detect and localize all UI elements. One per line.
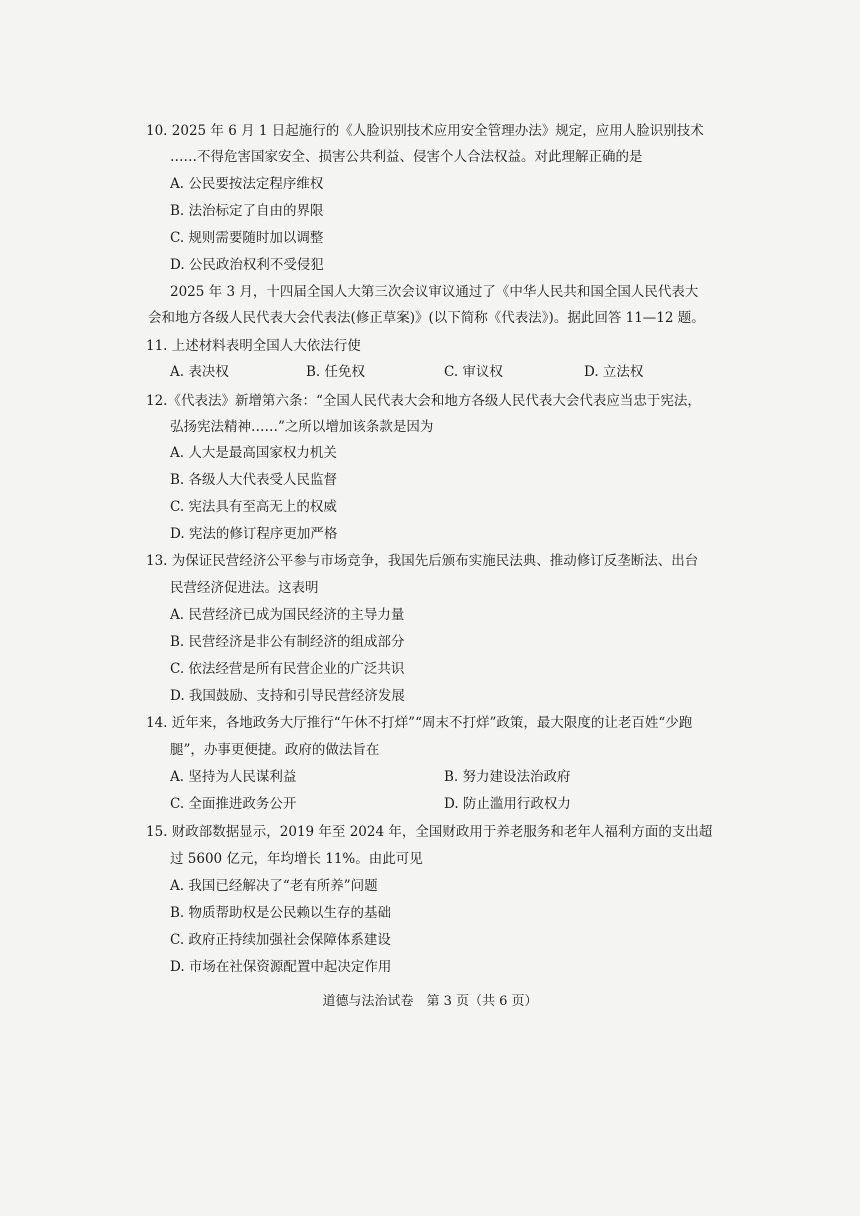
question-14-option-b: B. 努力建设法治政府 (444, 769, 571, 785)
question-10-option-d: D. 公民政治权利不受侵犯 (170, 257, 324, 273)
question-12-option-d: D. 宪法的修订程序更加严格 (170, 526, 338, 542)
question-15-option-a: A. 我国已经解决了“老有所养”问题 (170, 878, 378, 894)
question-12-option-b: B. 各级人大代表受人民监督 (170, 472, 338, 488)
question-13-option-d: D. 我国鼓励、支持和引导民营经济发展 (170, 688, 405, 704)
passage-line-2: 会和地方各级人民代表大会代表法(修正草案)》(以下简称《代表法》)。据此回答 11—12 题。 (148, 310, 705, 326)
question-10-option-c: C. 规则需要随时加以调整 (170, 230, 324, 246)
question-10-option-b: B. 法治标定了自由的界限 (170, 203, 324, 219)
question-11-line-1: 11. 上述材料表明全国人大依法行使 (146, 338, 361, 354)
question-15-line-1: 15. 财政部数据显示，2019 年至 2024 年，全国财政用于养老服务和老年人福利方面的支出超 (146, 824, 713, 840)
question-12-line-1: 12.《代表法》新增第六条：“全国人民代表大会和地方各级人民代表大会代表应当忠于宪法， (146, 393, 701, 409)
question-11-option-c: C. 审议权 (444, 364, 503, 380)
question-13-option-c: C. 依法经营是所有民营企业的广泛共识 (170, 661, 405, 677)
question-14-option-c: C. 全面推进政务公开 (170, 796, 297, 812)
question-13-option-a: A. 民营经济已成为国民经济的主导力量 (170, 607, 405, 623)
question-12-line-2: 弘扬宪法精神……”之所以增加该条款是因为 (170, 419, 434, 435)
question-13-line-2: 民营经济促进法。这表明 (170, 580, 319, 596)
question-15-option-c: C. 政府正持续加强社会保障体系建设 (170, 932, 391, 948)
question-11-option-d: D. 立法权 (584, 364, 644, 380)
page-footer: 道德与法治试卷 第 3 页（共 6 页） (322, 994, 538, 1009)
question-13-line-1: 13. 为保证民营经济公平参与市场竞争，我国先后颁布实施民法典、推动修订反垄断法、出台 (146, 553, 699, 569)
question-13-option-b: B. 民营经济是非公有制经济的组成部分 (170, 634, 405, 650)
question-10-option-a: A. 公民要按法定程序维权 (170, 176, 324, 192)
question-14-line-1: 14. 近年来，各地政务大厅推行“午休不打烊”“周末不打烊”政策，最大限度的让老百姓“少跑 (146, 715, 693, 731)
question-15-option-d: D. 市场在社保资源配置中起决定作用 (170, 959, 392, 975)
question-14-line-2: 腿”，办事更便捷。政府的做法旨在 (170, 742, 380, 758)
question-12-option-c: C. 宪法具有至高无上的权威 (170, 499, 337, 515)
question-15-option-b: B. 物质帮助权是公民赖以生存的基础 (170, 905, 392, 921)
question-11-option-b: B. 任免权 (306, 364, 366, 380)
question-12-option-a: A. 人大是最高国家权力机关 (170, 445, 337, 461)
question-10-line-1: 10. 2025 年 6 月 1 日起施行的《人脸识别技术应用安全管理办法》规定，应用人脸识别技术 (146, 123, 704, 139)
question-14-option-d: D. 防止滥用行政权力 (444, 796, 571, 812)
question-14-option-a: A. 坚持为人民谋利益 (170, 769, 297, 785)
question-11-option-a: A. 表决权 (170, 364, 229, 380)
passage-line-1: 2025 年 3 月，十四届全国人大第三次会议审议通过了《中华人民共和国全国人民代表大 (170, 284, 699, 300)
question-10-line-2: ……不得危害国家安全、损害公共利益、侵害个人合法权益。对此理解正确的是 (170, 149, 643, 165)
question-15-line-2: 过 5600 亿元，年均增长 11%。由此可见 (170, 851, 423, 867)
